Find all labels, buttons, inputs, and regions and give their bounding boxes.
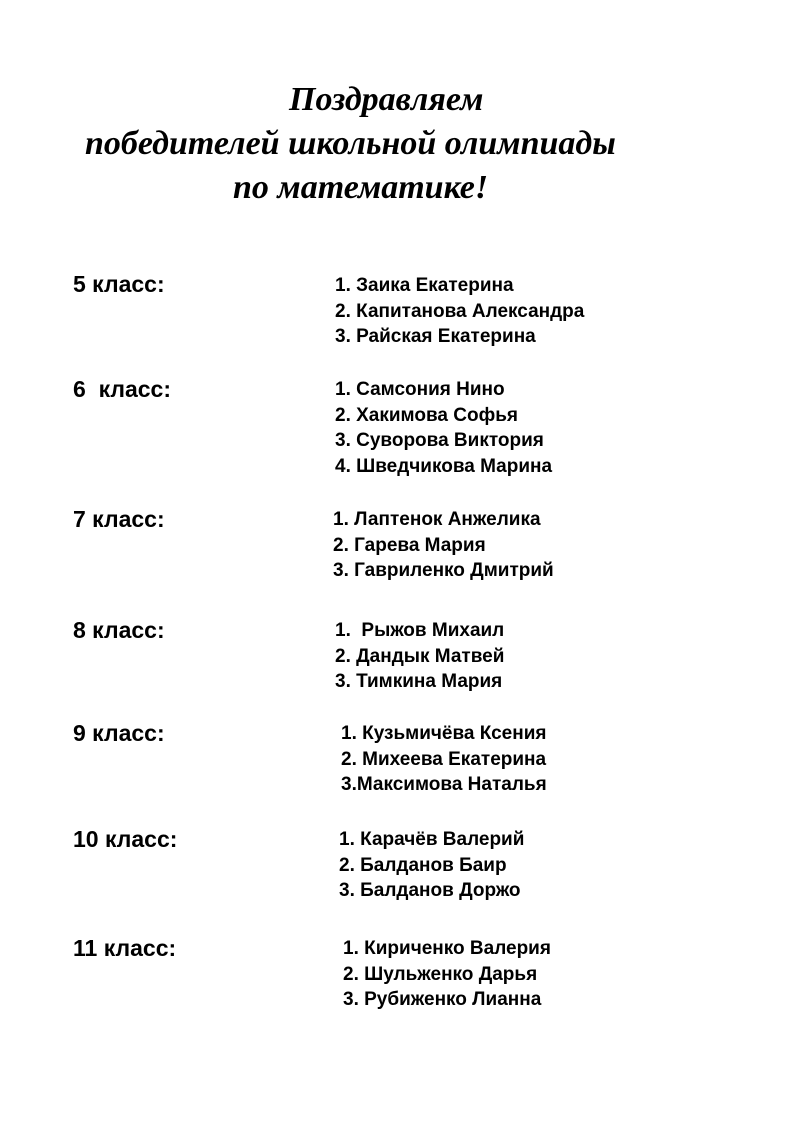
list-item: 3. Балданов Доржо bbox=[339, 880, 521, 901]
grade-7-label: 7 класс: bbox=[73, 506, 165, 532]
grade-11-label: 11 класс: bbox=[73, 935, 177, 961]
grade-6-winners bbox=[335, 377, 552, 479]
grade-6-label: 6 класс: bbox=[73, 376, 172, 402]
list-item: 2. Гарева Мария bbox=[333, 534, 486, 556]
list-item: 1. Самсония Нино bbox=[335, 379, 505, 400]
grade-9-label: 9 класс: bbox=[73, 720, 165, 746]
list-item: 1. Лаптенок Анжелика bbox=[333, 509, 541, 530]
list-item: 3. Рубиженко Лианна bbox=[343, 989, 542, 1010]
grade-11-winners bbox=[343, 936, 551, 1013]
list-item: 2. Балданов Баир bbox=[339, 854, 507, 876]
list-item: 3. Райская Екатерина bbox=[335, 326, 536, 347]
grade-10-winners bbox=[339, 827, 524, 904]
title-line-3: по математике! bbox=[233, 169, 489, 206]
title-line-2: победителей школьной олимпиады bbox=[85, 125, 616, 162]
list-item: 2. Хакимова Софья bbox=[335, 404, 518, 426]
list-item: 3. Тимкина Мария bbox=[335, 671, 503, 692]
grade-8-label: 8 класс: bbox=[73, 617, 165, 643]
list-item: 1. Карачёв Валерий bbox=[339, 829, 525, 850]
title-line-1: Поздравляем bbox=[289, 81, 484, 118]
list-item: 1. Кириченко Валерия bbox=[343, 938, 551, 959]
list-item: 3. Гавриленко Дмитрий bbox=[333, 560, 554, 581]
list-item: 3.Максимова Наталья bbox=[341, 774, 547, 795]
list-item: 2. Михеева Екатерина bbox=[341, 748, 547, 770]
grade-5-label: 5 класс: bbox=[73, 271, 165, 297]
list-item: 2. Дандык Матвей bbox=[335, 645, 505, 667]
list-item: 4. Шведчикова Марина bbox=[335, 455, 553, 477]
grade-7-winners bbox=[333, 507, 554, 584]
list-item: 2. Капитанова Александра bbox=[335, 300, 585, 322]
list-item: 2. Шульженко Дарья bbox=[343, 963, 538, 985]
grade-9-winners bbox=[341, 721, 547, 798]
grade-5-winners bbox=[335, 273, 584, 350]
list-item: 3. Суворова Виктория bbox=[335, 430, 544, 451]
list-item: 1. Кузьмичёва Ксения bbox=[341, 723, 547, 744]
grade-8-winners bbox=[335, 618, 504, 695]
list-item: 1. Заика Екатерина bbox=[335, 275, 514, 296]
list-item: 1. Рыжов Михаил bbox=[335, 620, 505, 641]
grade-10-label: 10 класс: bbox=[73, 826, 178, 852]
